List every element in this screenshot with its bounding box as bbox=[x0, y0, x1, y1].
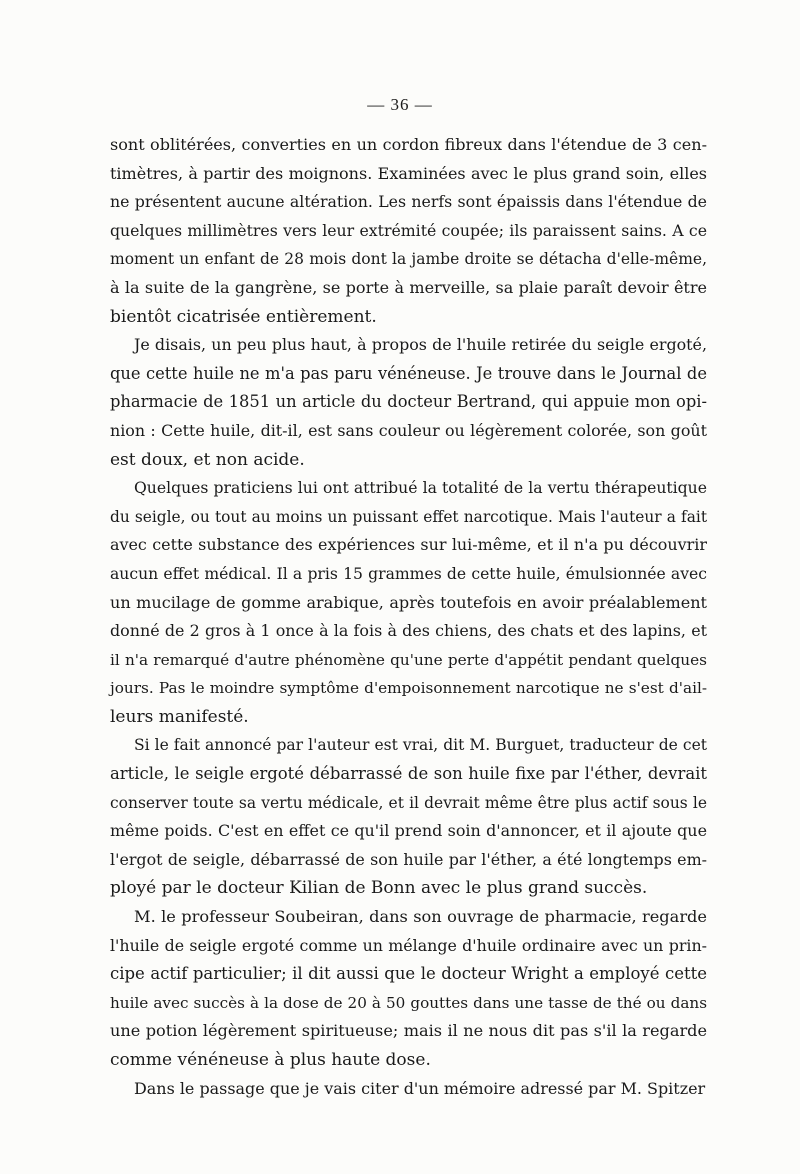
text-line: jours. Pas le moindre symptôme d'empoisonnement narcotique ne s'est d'ail- bbox=[110, 679, 707, 698]
text-line: moment un enfant de 28 mois dont la jambe droite se détacha d'elle-même, bbox=[110, 250, 707, 269]
text-line: un mucilage de gomme arabique, après toutefois en avoir préalablement bbox=[110, 592, 707, 612]
text-line: huile avec succès à la dose de 20 à 50 gouttes dans une tasse de thé ou dans bbox=[110, 993, 707, 1012]
text-line: ne présentent aucune altération. Les nerfs sont épaissis dans l'étendue de bbox=[110, 192, 707, 212]
paragraph bbox=[110, 331, 707, 474]
paragraph bbox=[110, 131, 707, 331]
text-line: conserver toute sa vertu médicale, et il devrait même être plus actif sous le bbox=[110, 793, 707, 812]
paragraph bbox=[110, 903, 707, 1075]
text-line: Si le fait annoncé par l'auteur est vrai, dit M. Burguet, traducteur de cet bbox=[134, 736, 707, 755]
text-line: à la suite de la gangrène, se porte à merveille, sa plaie paraît devoir être bbox=[110, 277, 707, 297]
text-line: l'huile de seigle ergoté comme un mélange d'huile ordinaire avec un prin- bbox=[110, 935, 707, 955]
text-line: timètres, à partir des moignons. Examinées avec le plus grand soin, elles bbox=[110, 163, 707, 183]
text-line: leurs manifesté. bbox=[110, 706, 249, 727]
text-line: l'ergot de seigle, débarrassé de son huile par l'éther, a été longtemps em- bbox=[110, 849, 707, 869]
text-line: article, le seigle ergoté débarrassé de son huile fixe par l'éther, devrait bbox=[110, 764, 707, 784]
text-line: du seigle, ou tout au moins un puissant effet narcotique. Mais l'auteur a fait bbox=[110, 507, 707, 526]
text-line: une potion légèrement spiritueuse; mais il ne nous dit pas s'il la regarde bbox=[110, 1021, 707, 1041]
paragraph bbox=[110, 474, 707, 731]
text-line: comme vénéneuse à plus haute dose. bbox=[110, 1050, 431, 1070]
text-line: bientôt cicatrisée entièrement. bbox=[110, 306, 377, 327]
text-line: Je disais, un peu plus haut, à propos de l'huile retirée du seigle ergoté, bbox=[134, 335, 707, 355]
text-line: sont oblitérées, converties en un cordon fibreux dans l'étendue de 3 cen- bbox=[110, 135, 707, 154]
text-line: que cette huile ne m'a pas paru vénéneuse. Je trouve dans le Journal de bbox=[110, 363, 707, 383]
text-line: cipe actif particulier; il dit aussi que le docteur Wright a employé cette bbox=[110, 964, 707, 984]
paragraph bbox=[110, 731, 707, 903]
text-body bbox=[110, 131, 707, 1103]
paragraph bbox=[110, 1075, 707, 1104]
text-line: Dans le passage que je vais citer d'un mémoire adressé par M. Spitzer bbox=[134, 1078, 706, 1098]
text-line: quelques millimètres vers leur extrémité coupée; ils paraissent sains. A ce bbox=[110, 220, 707, 240]
text-line: même poids. C'est en effet ce qu'il prend soin d'annoncer, et il ajoute que bbox=[110, 821, 707, 841]
text-line: nion : Cette huile, dit-il, est sans couleur ou légèrement colorée, son goût bbox=[110, 420, 707, 440]
text-line: avec cette substance des expériences sur lui-même, et il n'a pu découvrir bbox=[110, 535, 707, 555]
text-line: donné de 2 gros à 1 once à la fois à des chiens, des chats et des lapins, et bbox=[110, 621, 707, 641]
text-line: est doux, et non acide. bbox=[110, 449, 305, 470]
text-line: il n'a remarqué d'autre phénomène qu'une perte d'appétit pendant quelques bbox=[110, 650, 707, 669]
text-line: M. le professeur Soubeiran, dans son ouvrage de pharmacie, regarde bbox=[134, 907, 707, 927]
text-line: aucun effet médical. Il a pris 15 grammes de cette huile, émulsionnée avec bbox=[110, 564, 707, 583]
page-number: — 36 — bbox=[367, 95, 433, 114]
text-line: ployé par le docteur Kilian de Bonn avec le plus grand succès. bbox=[110, 878, 648, 899]
text-line: Quelques praticiens lui ont attribué la totalité de la vertu thérapeutique bbox=[134, 478, 707, 498]
text-line: pharmacie de 1851 un article du docteur Bertrand, qui appuie mon opi- bbox=[110, 392, 707, 412]
